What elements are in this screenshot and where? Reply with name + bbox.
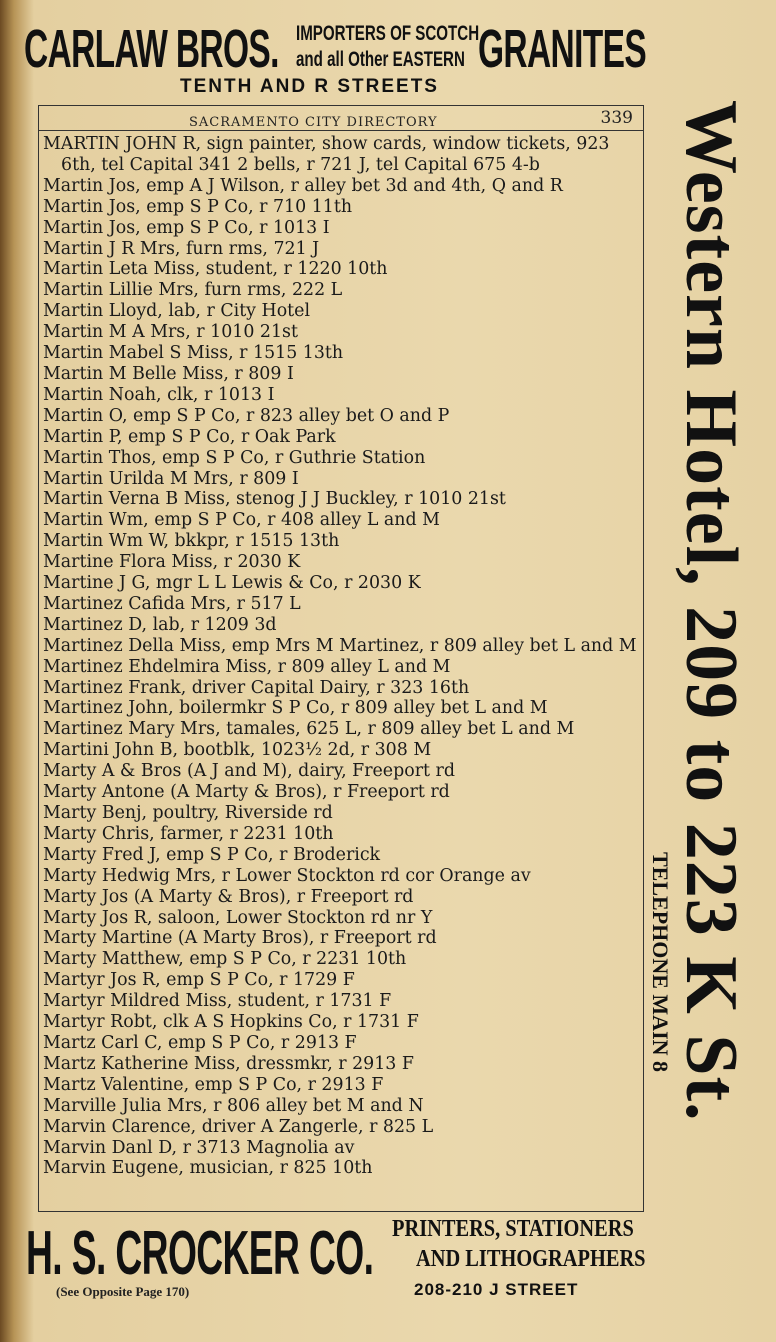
page-number: 339 [600, 108, 633, 128]
directory-entry: Martine J G, mgr L L Lewis & Co, r 2030 K [43, 573, 421, 594]
directory-entry: MARTIN JOHN R, sign painter, show cards, window tickets, 923 6th, tel Capital 341 2 bells, r 721 J, tel Capital 675 4-b [43, 134, 610, 175]
directory-entry: Martz Valentine, emp S P Co, r 2913 F [43, 1074, 384, 1095]
directory-entry: Marville Julia Mrs, r 806 alley bet M and N [43, 1095, 424, 1116]
directory-entry: Martinez Ehdelmira Miss, r 809 alley L and M [43, 656, 451, 677]
directory-entry: Marty A & Bros (A J and M), dairy, Freeport rd [43, 761, 455, 782]
directory-entries [43, 134, 637, 1179]
directory-entry: Martin Lillie Mrs, furn rms, 222 L [43, 280, 343, 301]
bottom-ad-address: 208-210 J STREET [414, 1280, 579, 1299]
directory-entry: Martin Verna B Miss, stenog J J Buckley, r 1010 21st [43, 489, 506, 510]
directory-entry: Martin Jos, emp A J Wilson, r alley bet 3d and 4th, Q and R [43, 175, 563, 196]
directory-entry: Martyr Jos R, emp S P Co, r 1729 F [43, 970, 355, 991]
directory-entry: Martin P, emp S P Co, r Oak Park [43, 426, 336, 447]
bottom-ad-company: H. S. CROCKER CO. [26, 1219, 374, 1288]
top-advertisement [20, 14, 660, 104]
ad-tagline-2: and all Other EASTERN [296, 48, 465, 71]
directory-entry: Martinez Della Miss, emp Mrs M Martinez, r 809 alley bet L and M [43, 635, 637, 656]
directory-entry: Martz Katherine Miss, dressmkr, r 2913 F [43, 1053, 414, 1074]
right-advertisement [645, 100, 770, 1210]
page-header [39, 106, 643, 131]
directory-entry: Martini John B, bootblk, 1023½ 2d, r 308 M [43, 740, 432, 761]
directory-entry: Martin Wm, emp S P Co, r 408 alley L and M [43, 510, 440, 531]
bottom-advertisement [20, 1212, 680, 1332]
ad-company-name: CARLAW BROS. [24, 19, 279, 79]
directory-entry: Marty Jos (A Marty & Bros), r Freeport rd [43, 886, 414, 907]
directory-entry: Martinez D, lab, r 1209 3d [43, 614, 277, 635]
directory-entry: Martin Lloyd, lab, r City Hotel [43, 301, 311, 322]
directory-entry: Marty Antone (A Marty & Bros), r Freeport rd [43, 782, 450, 803]
directory-entry: Martin Thos, emp S P Co, r Guthrie Station [43, 447, 426, 468]
ad-tagline-1: IMPORTERS OF SCOTCH [296, 22, 480, 45]
directory-entry: Marvin Clarence, driver A Zangerle, r 825 L [43, 1116, 434, 1137]
directory-entry: Martin Urilda M Mrs, r 809 I [43, 468, 299, 489]
directory-entry: Marty Fred J, emp S P Co, r Broderick [43, 844, 381, 865]
directory-frame [38, 105, 644, 1212]
running-head: SACRAMENTO CITY DIRECTORY [189, 115, 438, 130]
directory-entry: Marvin Danl D, r 3713 Magnolia av [43, 1137, 355, 1158]
bottom-ad-line-1: PRINTERS, STATIONERS [392, 1216, 634, 1242]
directory-entry: Martinez Frank, driver Capital Dairy, r 323 16th [43, 677, 470, 698]
hotel-ad-text: Western Hotel, 209 to 223 K St. [670, 100, 752, 1122]
ad-address: TENTH AND R STREETS [180, 76, 439, 97]
directory-entry: Martin O, emp S P Co, r 823 alley bet O and P [43, 405, 450, 426]
ad-product: GRANITES [478, 19, 647, 79]
directory-entry: Martin Leta Miss, student, r 1220 10th [43, 259, 388, 280]
directory-entry: Marty Martine (A Marty Bros), r Freeport rd [43, 928, 437, 949]
directory-entry: Martin Noah, clk, r 1013 I [43, 384, 275, 405]
bottom-ad-note: (See Opposite Page 170) [56, 1284, 190, 1299]
directory-entry: Martin Jos, emp S P Co, r 710 11th [43, 196, 353, 217]
directory-entry: Marty Hedwig Mrs, r Lower Stockton rd cor Orange av [43, 865, 531, 886]
directory-entry: Marty Jos R, saloon, Lower Stockton rd nr Y [43, 907, 433, 928]
directory-entry: Martz Carl C, emp S P Co, r 2913 F [43, 1032, 357, 1053]
directory-entry: Martin M Belle Miss, r 809 I [43, 363, 294, 384]
directory-entry: Martyr Mildred Miss, student, r 1731 F [43, 991, 392, 1012]
directory-entry: Martin J R Mrs, furn rms, 721 J [43, 238, 320, 259]
directory-entry: Marty Benj, poultry, Riverside rd [43, 803, 333, 823]
directory-entry: Martine Flora Miss, r 2030 K [43, 552, 301, 573]
directory-entry: Martyr Robt, clk A S Hopkins Co, r 1731 F [43, 1012, 419, 1033]
directory-entry: Martinez John, boilermkr S P Co, r 809 alley bet L and M [43, 698, 548, 719]
directory-entry: Martin Wm W, bkkpr, r 1515 13th [43, 531, 340, 552]
directory-entry: Martin Jos, emp S P Co, r 1013 I [43, 217, 330, 238]
directory-entry: Martin Mabel S Miss, r 1515 13th [43, 343, 344, 364]
directory-entry: Marvin Eugene, musician, r 825 10th [43, 1158, 373, 1179]
directory-entry: Martinez Cafida Mrs, r 517 L [43, 593, 301, 614]
hotel-telephone: TELEPHONE MAIN 8 [648, 852, 673, 1073]
directory-entry: Martinez Mary Mrs, tamales, 625 L, r 809 alley bet L and M [43, 719, 575, 740]
bottom-ad-line-2: AND LITHOGRAPHERS [416, 1246, 646, 1272]
directory-entry: Martin M A Mrs, r 1010 21st [43, 322, 298, 343]
directory-entry: Marty Matthew, emp S P Co, r 2231 10th [43, 949, 407, 970]
directory-entry: Marty Chris, farmer, r 2231 10th [43, 823, 334, 844]
